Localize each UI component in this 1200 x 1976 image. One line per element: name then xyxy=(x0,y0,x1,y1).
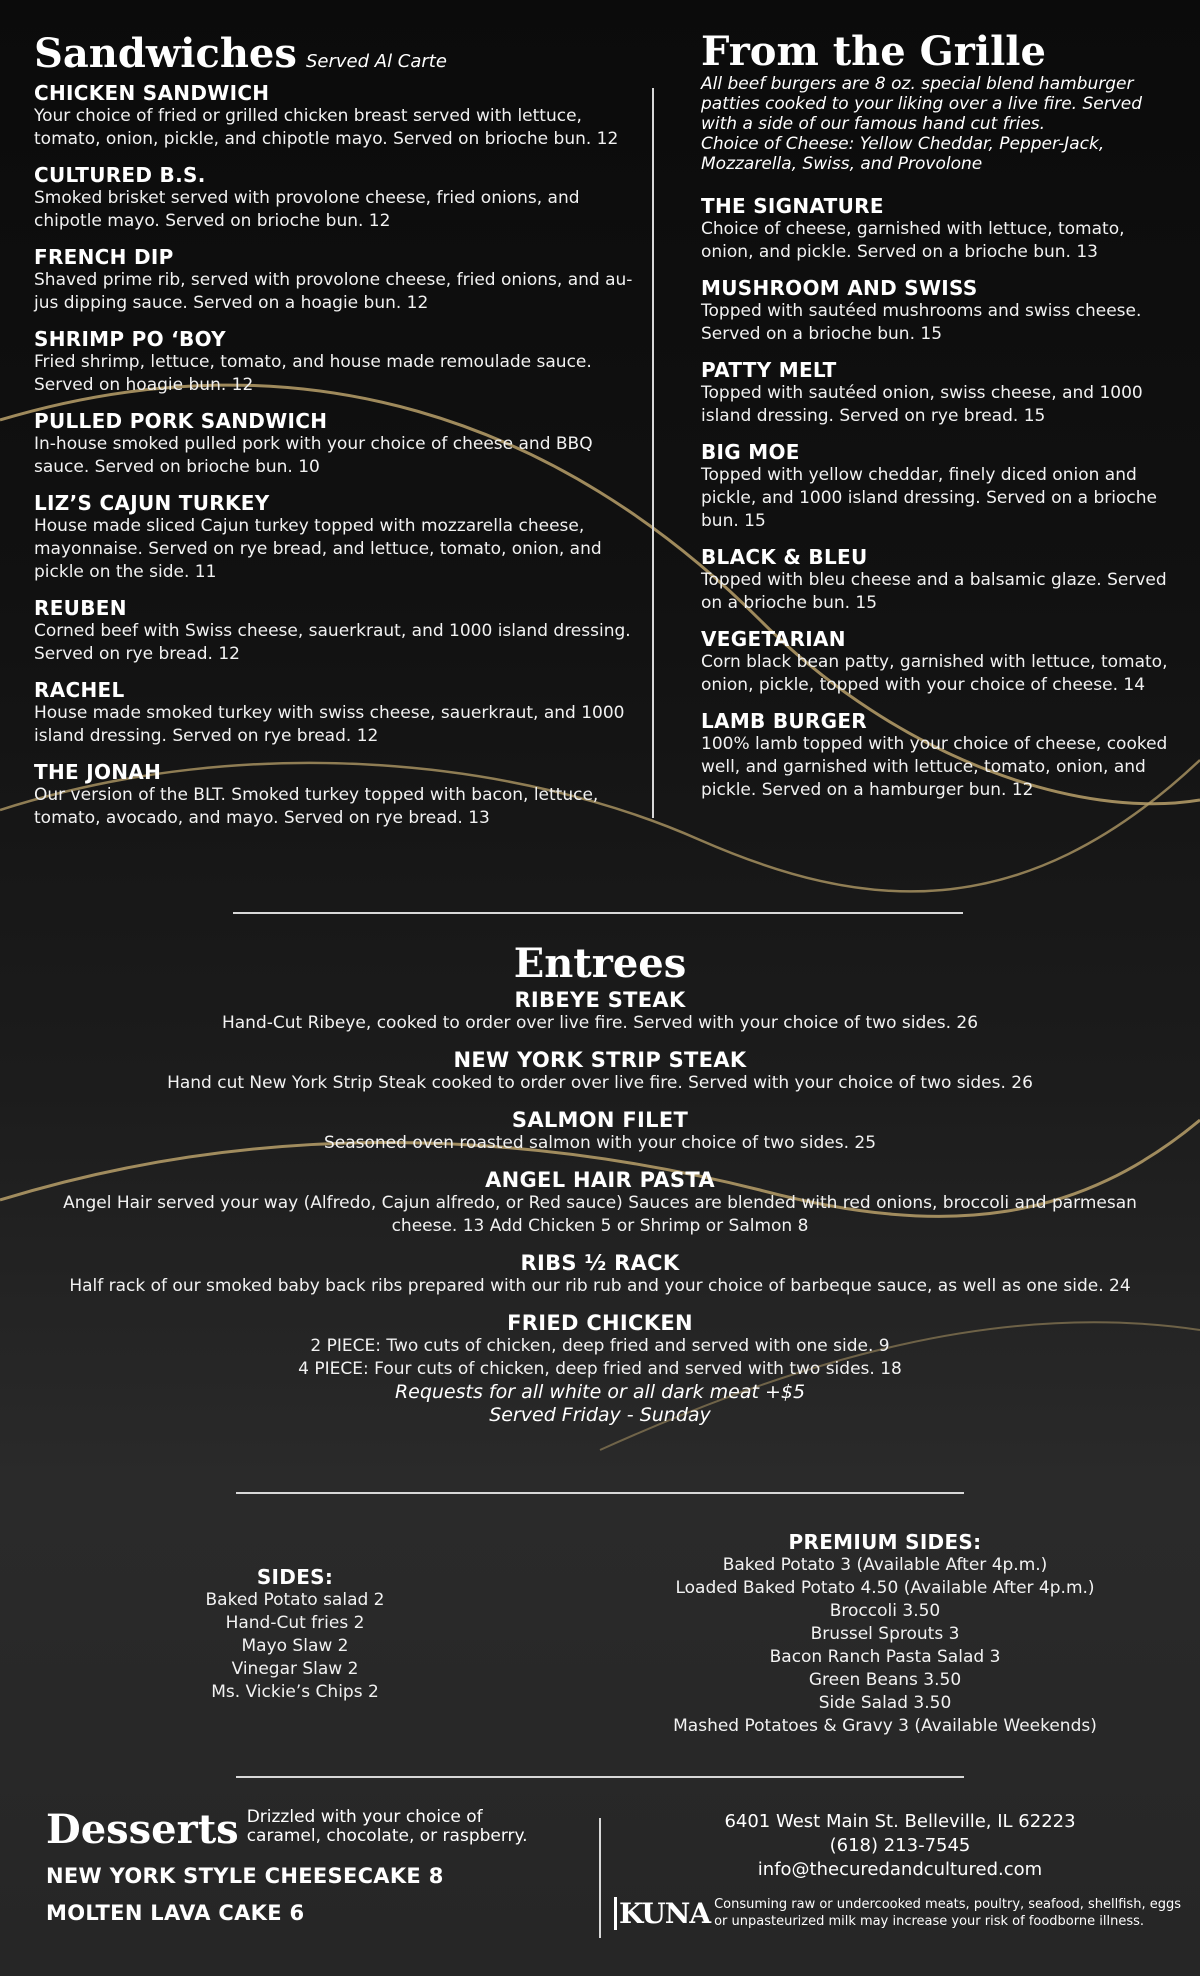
kuna-logo: KUNA xyxy=(614,1897,710,1930)
burger-item xyxy=(701,358,1171,428)
sandwich-description: Your choice of fried or grilled chicken breast served with lettuce, tomato, onion, pickle, and chipotle mayo. Served on brioche bun. 12 xyxy=(34,106,619,149)
premium-side-item: Loaded Baked Potato 4.50 (Available After 4p.m.) xyxy=(675,1578,1095,1598)
entree-item xyxy=(40,988,1160,1035)
entree-name: NEW YORK STRIP STEAK xyxy=(453,1048,747,1072)
burger-item xyxy=(701,194,1171,264)
burger-item xyxy=(701,709,1171,802)
sides-section xyxy=(150,1565,440,1704)
sandwiches-section xyxy=(34,30,634,842)
entree-item xyxy=(40,1251,1160,1298)
entree-item xyxy=(40,1048,1160,1095)
premium-sides-section xyxy=(640,1530,1130,1738)
sandwich-name: PULLED PORK SANDWICH xyxy=(34,409,328,433)
contact-email[interactable]: info@thecuredandcultured.com xyxy=(757,1859,1043,1880)
premium-sides-list xyxy=(640,1554,1130,1738)
burger-item xyxy=(701,276,1171,346)
grille-title: From the Grille xyxy=(701,28,1046,75)
side-item: Mayo Slaw 2 xyxy=(241,1636,349,1656)
desserts-note: Drizzled with your choice of caramel, chocolate, or raspberry. xyxy=(246,1807,528,1846)
sandwich-item xyxy=(34,678,634,748)
dessert-item: MOLTEN LAVA CAKE 6 xyxy=(46,1901,305,1925)
entree-description: Seasoned oven roasted salmon with your choice of two sides. 25 xyxy=(323,1133,877,1153)
entree-list xyxy=(40,988,1160,1298)
sides-title: SIDES: xyxy=(256,1565,334,1589)
food-safety-warning: Consuming raw or undercooked meats, poultry, seafood, shellfish, eggs or unpasteurized milk may increase your risk of foodborne illness. xyxy=(714,1897,1181,1929)
sandwiches-title: Sandwiches xyxy=(34,30,297,77)
burger-description: Topped with sautéed mushrooms and swiss cheese. Served on a brioche bun. 15 xyxy=(701,301,1142,344)
entrees-section xyxy=(40,940,1160,1427)
dessert-item: NEW YORK STYLE CHEESECAKE 8 xyxy=(46,1864,444,1888)
burger-description: Topped with sautéed onion, swiss cheese, and 1000 island dressing. Served on rye bread. 15 xyxy=(701,383,1143,426)
premium-side-item: Broccoli 3.50 xyxy=(829,1601,941,1621)
sandwich-description: Shaved prime rib, served with provolone cheese, fried onions, and au-jus dipping sauce. Served on a hoagie bun. 12 xyxy=(34,270,633,313)
side-item: Ms. Vickie’s Chips 2 xyxy=(211,1682,379,1702)
burger-name: THE SIGNATURE xyxy=(701,194,884,218)
burger-name: MUSHROOM AND SWISS xyxy=(701,276,978,300)
footer-divider xyxy=(599,1818,601,1938)
desserts-section xyxy=(46,1808,576,1932)
sandwich-item xyxy=(34,163,634,233)
burger-name: PATTY MELT xyxy=(701,358,837,382)
entree-description: Angel Hair served your way (Alfredo, Cajun alfredo, or Red sauce) Sauces are blended with red onions, broccoli and parmesan cheese. 13 Add Chicken 5 or Shrimp or Salmon 8 xyxy=(63,1193,1137,1236)
sandwich-name: SHRIMP PO ‘BOY xyxy=(34,327,226,351)
grille-section xyxy=(701,30,1171,814)
sandwich-description: Our version of the BLT. Smoked turkey topped with bacon, lettuce, tomato, avocado, and mayo. Served on rye bread. 13 xyxy=(34,785,599,828)
sandwich-item xyxy=(34,596,634,666)
side-item: Vinegar Slaw 2 xyxy=(231,1659,359,1679)
contact-phone: (618) 213-7545 xyxy=(829,1835,971,1856)
grille-intro: All beef burgers are 8 oz. special blend hamburger patties cooked to your liking over a live fire. Served with a side of our famous hand cut fries. xyxy=(701,74,1143,134)
entree-name: ANGEL HAIR PASTA xyxy=(485,1168,715,1192)
premium-side-item: Mashed Potatoes & Gravy 3 (Available Weekends) xyxy=(673,1716,1097,1736)
sandwich-name: REUBEN xyxy=(34,596,127,620)
burger-item xyxy=(701,545,1171,615)
sandwich-description: Smoked brisket served with provolone cheese, fried onions, and chipotle mayo. Served on brioche bun. 12 xyxy=(34,188,580,231)
contact-section xyxy=(620,1810,1180,1882)
sandwich-name: THE JONAH xyxy=(34,760,162,784)
entree-item xyxy=(40,1168,1160,1238)
entree-item xyxy=(40,1108,1160,1155)
grille-list xyxy=(701,194,1171,802)
sandwich-item xyxy=(34,245,634,315)
entree-name: RIBEYE STEAK xyxy=(514,988,686,1012)
sandwich-item xyxy=(34,491,634,584)
burger-name: VEGETARIAN xyxy=(701,627,846,651)
fried-chicken-request-note: Requests for all white or all dark meat +$5 xyxy=(394,1381,806,1403)
premium-side-item: Side Salad 3.50 xyxy=(818,1693,952,1713)
burger-item xyxy=(701,627,1171,697)
burger-name: LAMB BURGER xyxy=(701,709,867,733)
sandwich-description: Corned beef with Swiss cheese, sauerkraut, and 1000 island dressing. Served on rye bread. 12 xyxy=(34,621,631,664)
side-item: Hand-Cut fries 2 xyxy=(225,1613,365,1633)
sandwich-description: In-house smoked pulled pork with your choice of cheese and BBQ sauce. Served on brioche bun. 10 xyxy=(34,434,593,477)
sandwich-name: FRENCH DIP xyxy=(34,245,174,269)
burger-description: Choice of cheese, garnished with lettuce, tomato, onion, and pickle. Served on a brioche bun. 13 xyxy=(701,219,1125,262)
burger-description: Corn black bean patty, garnished with lettuce, tomato, onion, pickle, topped with your choice of cheese. 14 xyxy=(701,652,1168,695)
premium-side-item: Green Beans 3.50 xyxy=(808,1670,962,1690)
entree-description: Hand cut New York Strip Steak cooked to order over live fire. Served with your choice of two sides. 26 xyxy=(167,1073,1033,1093)
entree-description: Half rack of our smoked baby back ribs prepared with our rib rub and your choice of barbeque sauce, as well as one side. 24 xyxy=(69,1276,1131,1296)
sandwich-description: House made smoked turkey with swiss cheese, sauerkraut, and 1000 island dressing. Served on rye bread. 12 xyxy=(34,703,625,746)
burger-item xyxy=(701,440,1171,533)
sandwich-name: CHICKEN SANDWICH xyxy=(34,81,270,105)
fried-chicken-days-note: Served Friday - Sunday xyxy=(489,1404,711,1426)
burger-description: Topped with yellow cheddar, finely diced onion and pickle, and 1000 island dressing. Served on a brioche bun. 15 xyxy=(701,465,1157,531)
divider-sides-top xyxy=(236,1492,964,1494)
sandwiches-header xyxy=(34,30,634,77)
sandwich-name: CULTURED B.S. xyxy=(34,163,206,187)
entree-name: SALMON FILET xyxy=(511,1108,689,1132)
contact-address: 6401 West Main St. Belleville, IL 62223 xyxy=(724,1811,1076,1832)
grille-cheese-choice: Choice of Cheese: Yellow Cheddar, Pepper-Jack, Mozzarella, Swiss, and Provolone xyxy=(701,134,1105,174)
entree-item-fried-chicken xyxy=(40,1311,1160,1427)
sides-list xyxy=(150,1589,440,1704)
sandwich-item xyxy=(34,760,634,830)
burger-name: BIG MOE xyxy=(701,440,800,464)
sandwich-item xyxy=(34,327,634,397)
sandwiches-subtitle: Served Al Carte xyxy=(305,51,447,72)
entree-name: RIBS ½ RACK xyxy=(520,1251,680,1275)
burger-name: BLACK & BLEU xyxy=(701,545,868,569)
premium-side-item: Bacon Ranch Pasta Salad 3 xyxy=(769,1647,1001,1667)
column-divider xyxy=(652,88,654,818)
sandwich-description: Fried shrimp, lettuce, tomato, and house made remoulade sauce. Served on hoagie bun. 12 xyxy=(34,352,592,395)
sandwich-item xyxy=(34,81,634,151)
sandwich-name: LIZ’S CAJUN TURKEY xyxy=(34,491,270,515)
side-item: Baked Potato salad 2 xyxy=(205,1590,385,1610)
footer-warning-block xyxy=(614,1896,1184,1930)
sandwich-list xyxy=(34,81,634,830)
entree-description: Hand-Cut Ribeye, cooked to order over live fire. Served with your choice of two sides. 26 xyxy=(221,1013,979,1033)
premium-side-item: Baked Potato 3 (Available After 4p.m.) xyxy=(722,1555,1048,1575)
burger-description: Topped with bleu cheese and a balsamic glaze. Served on a brioche bun. 15 xyxy=(701,570,1167,613)
sandwich-description: House made sliced Cajun turkey topped with mozzarella cheese, mayonnaise. Served on rye bread, and lettuce, tomato, onion, and pickle on the side. 11 xyxy=(34,516,602,582)
entree-name: FRIED CHICKEN xyxy=(507,1311,693,1335)
entrees-title: Entrees xyxy=(513,940,687,987)
fried-chicken-2-piece: 2 PIECE: Two cuts of chicken, deep fried and served with one side. 9 xyxy=(310,1336,890,1356)
desserts-title: Desserts xyxy=(46,1806,239,1853)
divider-entrees-top xyxy=(233,912,963,914)
fried-chicken-4-piece: 4 PIECE: Four cuts of chicken, deep fried and served with two sides. 18 xyxy=(298,1359,902,1379)
dessert-list xyxy=(46,1858,576,1932)
burger-description: 100% lamb topped with your choice of cheese, cooked well, and garnished with lettuce, tomato, onion, and pickle. Served on a hamburger bun. 12 xyxy=(701,734,1168,800)
divider-desserts-top xyxy=(236,1776,964,1778)
premium-sides-title: PREMIUM SIDES: xyxy=(788,1530,982,1554)
sandwich-name: RACHEL xyxy=(34,678,125,702)
sandwich-item xyxy=(34,409,634,479)
premium-side-item: Brussel Sprouts 3 xyxy=(810,1624,960,1644)
